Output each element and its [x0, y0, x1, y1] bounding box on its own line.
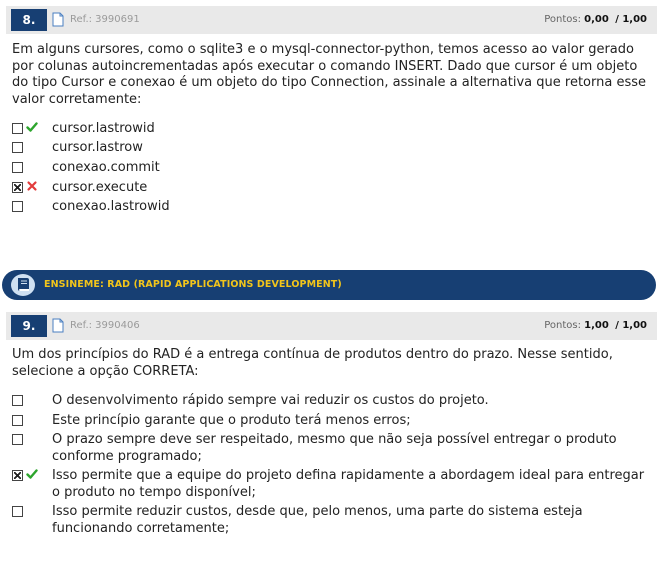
option-checkbox[interactable] — [12, 415, 23, 426]
option-label: Isso permite que a equipe do projeto defina rapidamente a abordagem ideal para entregar o produto no tempo disponível; — [52, 468, 645, 500]
document-icon — [52, 318, 64, 333]
option-label: cursor.execute — [52, 180, 148, 195]
option-label: O prazo sempre deve ser respeitado, mesmo que não seja possível entregar o produto conforme programado; — [52, 432, 617, 464]
option-label: O desenvolvimento rápido sempre vai reduzir os custos do projeto. — [52, 393, 489, 408]
points-label: Pontos: — [544, 320, 581, 331]
option-label: conexao.commit — [52, 160, 160, 175]
points-label: Pontos: — [544, 14, 581, 25]
question-9-header — [6, 312, 657, 340]
question-number: 9. — [11, 315, 47, 337]
question-ref: Ref.: 3990406 — [70, 320, 140, 331]
question-text: Um dos princípios do RAD é a entrega contínua de produtos dentro do prazo. Nesse sentido, selecione a opção CORRETA: — [12, 347, 613, 379]
option-label: conexao.lastrowid — [52, 199, 170, 214]
question-number: 8. — [11, 9, 47, 31]
points-value: 1,00 — [584, 320, 609, 331]
banner-title: ENSINEME: RAD (RAPID APPLICATIONS DEVELOPMENT) — [44, 279, 342, 290]
question-points — [544, 320, 647, 331]
section-banner — [2, 270, 656, 300]
check-icon — [26, 467, 38, 481]
option-label: Isso permite reduzir custos, desde que, pelo menos, uma parte do sistema esteja funcionando corretamente; — [52, 504, 583, 536]
option-checkbox[interactable] — [12, 142, 23, 153]
option-checkbox[interactable] — [12, 434, 23, 445]
points-value: 0,00 — [584, 14, 609, 25]
option-checkbox-checked[interactable] — [12, 182, 23, 193]
x-icon — [26, 179, 38, 193]
option-checkbox[interactable] — [12, 395, 23, 406]
option-label: cursor.lastrow — [52, 140, 143, 155]
option-checkbox[interactable] — [12, 123, 23, 134]
check-icon — [26, 120, 38, 134]
points-total: / 1,00 — [615, 14, 647, 25]
option-checkbox[interactable] — [12, 201, 23, 212]
question-text: Em alguns cursores, como o sqlite3 e o mysql-connector-python, temos acesso ao valor gerado por colunas autoincrementadas após executar o comando INSERT. Dado que cursor é um objeto do tipo Cursor e conexao é um objeto do tipo Connection, assinale a alternativa que retorna esse valor corretamente: — [12, 42, 646, 107]
option-label: cursor.lastrowid — [52, 121, 155, 136]
option-label: Este princípio garante que o produto terá menos erros; — [52, 413, 411, 428]
question-ref: Ref.: 3990691 — [70, 14, 140, 25]
option-checkbox[interactable] — [12, 506, 23, 517]
points-total: / 1,00 — [615, 320, 647, 331]
question-8-header — [6, 6, 657, 34]
question-points — [544, 14, 647, 25]
document-icon — [52, 12, 64, 27]
book-icon — [10, 273, 36, 297]
option-checkbox[interactable] — [12, 162, 23, 173]
option-checkbox-checked[interactable] — [12, 470, 23, 481]
